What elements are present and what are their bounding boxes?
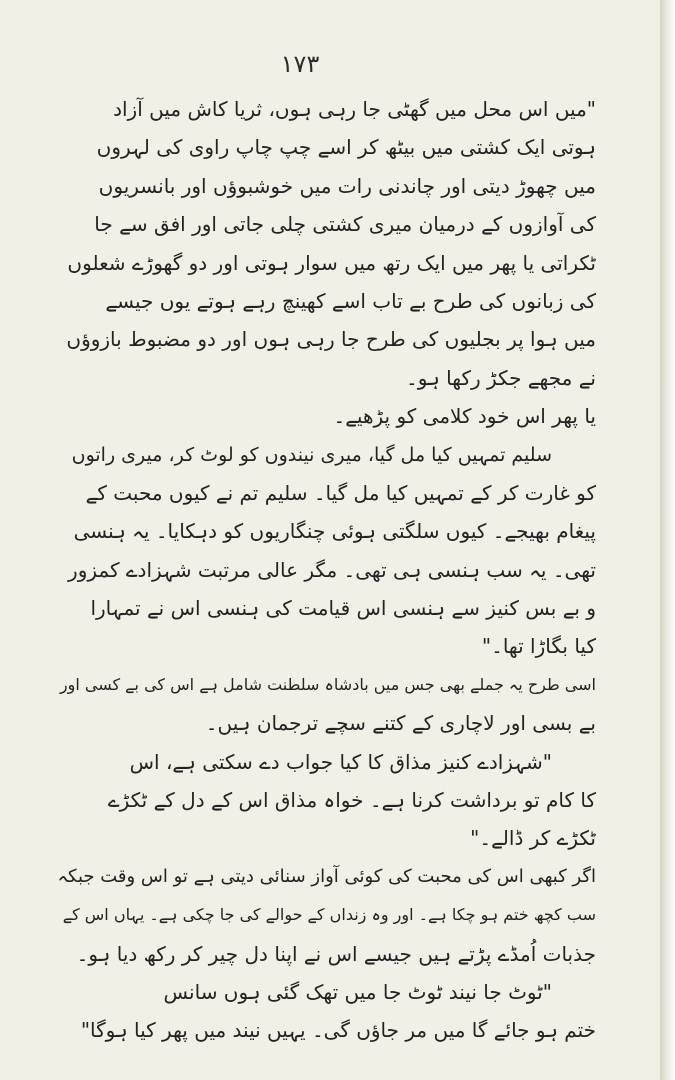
text-line: میں ہوا پر بجلیوں کی طرح جا رہی ہوں اور دو مضبوط بازوؤں — [66, 327, 596, 352]
text-line: کو غارت کر کے تمہیں کیا مل گیا۔ سلیم تم نے کیوں محبت کے — [85, 480, 596, 505]
page-text — [57, 90, 596, 1050]
text-line: "ٹوٹ جا نیند ٹوٹ جا میں تھک گئی ہوں سانس — [163, 979, 552, 1004]
text-line: کی زبانوں کی طرح بے تاب اسے کھینچ رہے ہوتے یوں جیسے — [105, 288, 596, 313]
text-line: تھی۔ یہ سب ہنسی ہی تھی۔ مگر عالی مرتبت شہزادے کمزور — [68, 557, 596, 582]
text-line: یا پھر اس خود کلامی کو پڑھیے۔ — [333, 404, 596, 429]
page-number: ۱۷۳ — [280, 50, 320, 78]
text-line: کیا بگاڑا تھا۔" — [481, 634, 596, 659]
text-line: ٹکڑے کر ڈالے۔" — [470, 826, 596, 851]
text-line: جذبات اُمڈے پڑتے ہیں جیسے اس نے اپنا دل چیر کر رکھ دیا ہو۔ — [76, 941, 596, 966]
text-line: نے مجھے جکڑ رکھا ہو۔ — [406, 365, 596, 390]
text-line: کی آوازوں کے درمیان میری کشتی چلی جاتی اور افق سے جا — [94, 212, 596, 237]
text-line: "میں اس محل میں گھٹی جا رہی ہوں، ثریا کاش میں آزاد — [113, 97, 596, 121]
text-line: کا کام تو برداشت کرنا ہے۔ خواہ مذاق اس کے دل کے ٹکڑے — [107, 788, 596, 813]
text-line: اسی طرح یہ جملے بھی جس میں بادشاہ سلطنت شامل ہے اس کی بے کسی اور — [59, 674, 596, 694]
page-edge-shadow — [660, 0, 675, 1080]
text-line: اگر کبھی اس کی محبت کی کوئی آواز سنائی دیتی ہے تو اس وقت جبکہ — [57, 865, 596, 887]
text-line: ہوتی ایک کشتی میں بیٹھ کر اسے چپ چاپ راوی کی لہروں — [96, 135, 596, 160]
text-line: ختم ہو جائے گا میں مر جاؤں گی۔ یہیں نیند میں پھر کیا ہوگا" — [80, 1018, 596, 1043]
text-line: "شہزادے کنیز مذاق کا کیا جواب دے سکتی ہے، اس — [129, 749, 552, 774]
text-line: و بے بس کنیز سے ہنسی اس قیامت کی ہنسی اس نے تمہارا — [90, 596, 596, 621]
text-line: ٹکراتی یا پھر میں ایک رتھ میں سوار ہوتی اور دو گھوڑے شعلوں — [67, 250, 596, 275]
text-line: پیغام بھیجے۔ کیوں سلگتی ہوئی چنگاریوں کو دہکایا۔ یہ ہنسی — [73, 519, 596, 544]
text-line: بے بسی اور لاچاری کے کتنے سچے ترجمان ہیں۔ — [205, 711, 596, 736]
text-line: میں چھوڑ دیتی اور چاندنی رات میں خوشبوؤں اور بانسریوں — [98, 173, 596, 198]
text-line: سلیم تمہیں کیا مل گیا، میری نیندوں کو لوٹ کر، میری راتوں — [71, 443, 552, 466]
text-line: سب کچھ ختم ہو چکا ہے۔ اور وہ زنداں کے حوالے کی جا چکی ہے۔ یہاں اس کے — [62, 905, 596, 925]
